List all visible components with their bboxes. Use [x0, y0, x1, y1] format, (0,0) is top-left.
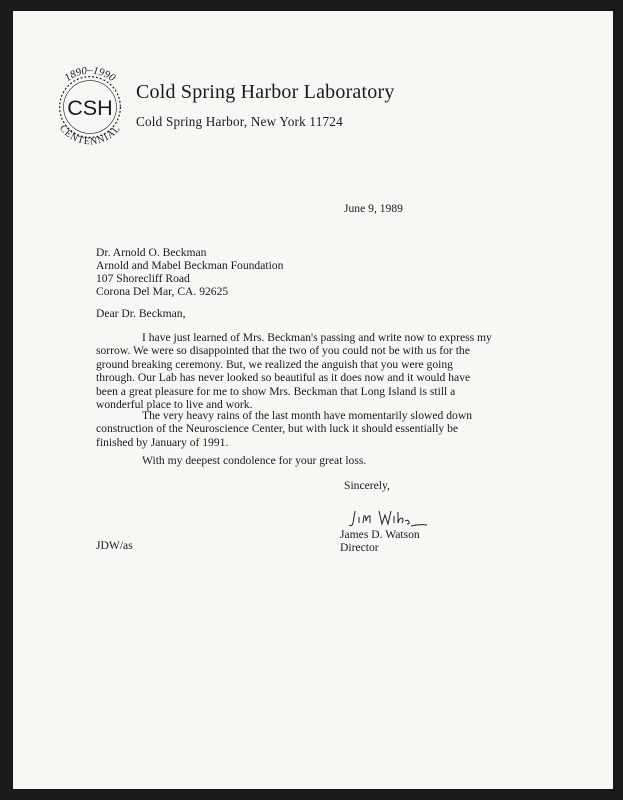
paragraph-line: The very heavy rains of the last month have momentarily slowed down: [142, 409, 473, 422]
handwritten-signature: [347, 503, 429, 531]
recipient-line: 107 Shorecliff Road: [96, 272, 190, 285]
closing: Sincerely,: [344, 479, 390, 492]
paragraph-line: I have just learned of Mrs. Beckman's passing and write now to express my: [142, 331, 492, 344]
letter-page: [13, 11, 613, 789]
salutation: Dear Dr. Beckman,: [96, 307, 186, 320]
recipient-line: Dr. Arnold O. Beckman: [96, 246, 207, 259]
seal-top-text: 1890–1990: [62, 64, 118, 85]
paragraph-line: finished by January of 1991.: [96, 435, 229, 449]
paragraph-1: [96, 331, 526, 411]
organization-address: Cold Spring Harbor, New York 11724: [136, 114, 343, 129]
paragraph-line: ground breaking ceremony. But, we realized the anguish that you were going: [96, 357, 453, 371]
paragraph-line: sorrow. We were so disappointed that the two of you could not be with us for the: [96, 344, 470, 358]
signature-name: James D. Watson: [340, 528, 420, 541]
recipient-line: Arnold and Mabel Beckman Foundation: [96, 259, 284, 272]
seal-monogram: CSH: [67, 94, 113, 120]
paragraph-2: [96, 409, 526, 449]
paragraph-line: through. Our Lab has never looked so beautiful as it does now and it would have: [96, 371, 471, 385]
signature-title: Director: [340, 541, 379, 554]
typist-initials: JDW/as: [96, 539, 133, 552]
csh-centennial-seal: [41, 58, 139, 156]
paragraph-line: wonderful place to live and work.: [96, 398, 253, 412]
paragraph-line: construction of the Neuroscience Center, but with luck it should essentially be: [96, 422, 459, 436]
paragraph-line: been a great pleasure for me to show Mrs. Beckman that Long Island is still a: [96, 384, 456, 398]
letter-date: June 9, 1989: [344, 202, 403, 215]
organization-name: Cold Spring Harbor Laboratory: [136, 81, 395, 103]
paragraph-3: [96, 454, 526, 467]
seal-bottom-text: CENTENNIAL: [56, 123, 124, 148]
paragraph-line: With my deepest condolence for your great loss.: [142, 454, 367, 467]
recipient-line: Corona Del Mar, CA. 92625: [96, 285, 229, 298]
